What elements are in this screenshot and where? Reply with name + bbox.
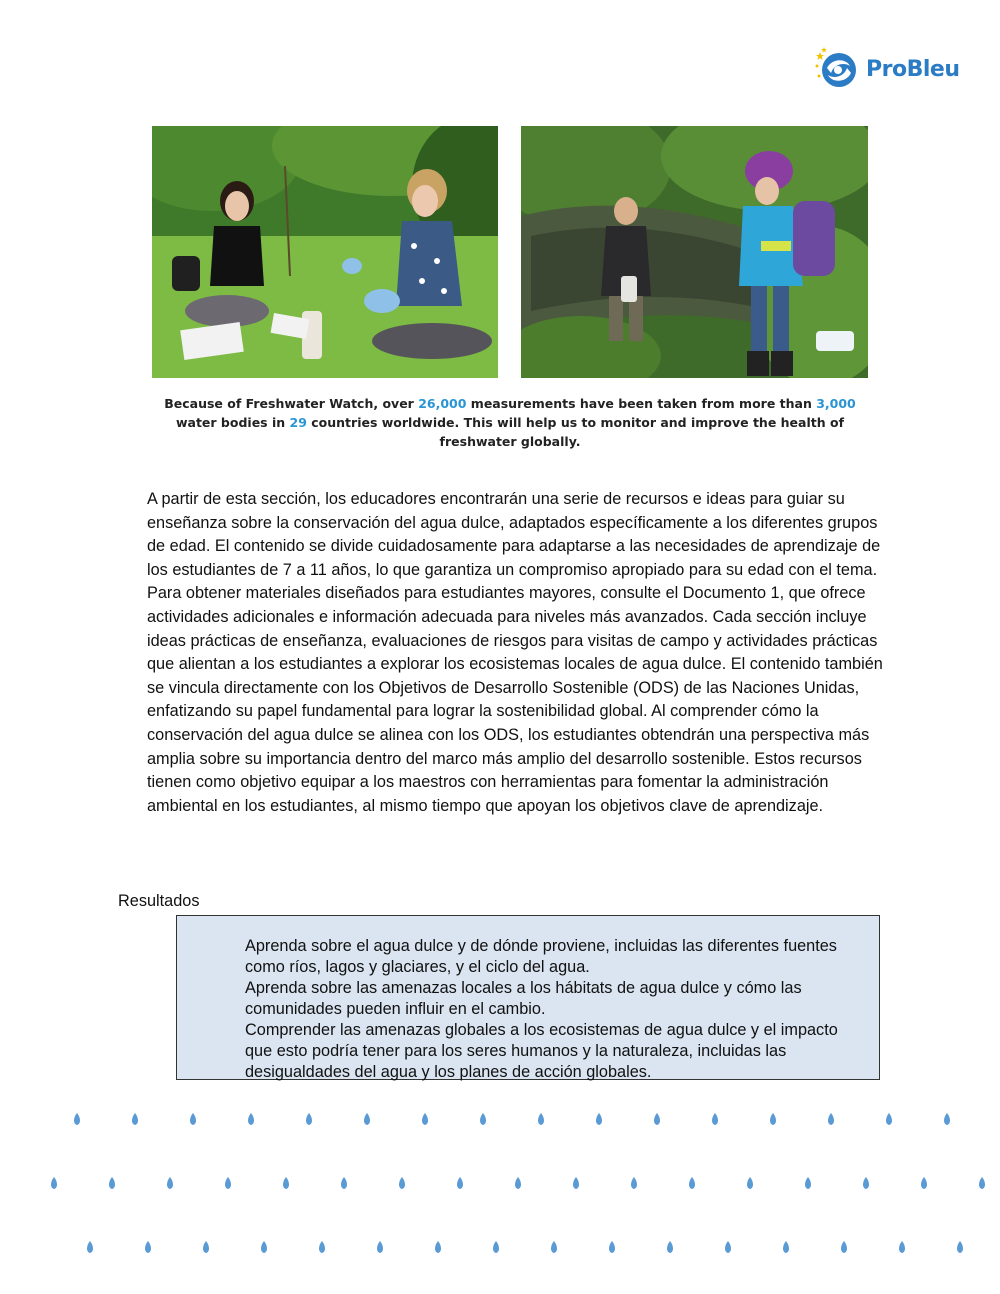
water-drop-icon (225, 1177, 231, 1189)
water-drop-icon (283, 1177, 289, 1189)
water-drop-icon (979, 1177, 985, 1189)
water-drop-icon (364, 1113, 370, 1125)
water-drop-icon (573, 1177, 579, 1189)
water-drop-icon (631, 1177, 637, 1189)
outcomes-list (177, 916, 879, 1083)
water-drop-icon (654, 1113, 660, 1125)
water-drop-icon (319, 1241, 325, 1253)
water-drop-icon (377, 1241, 383, 1253)
water-drop-icon (712, 1113, 718, 1125)
caption-number-measurements: 26,000 (418, 396, 467, 411)
water-drop-icon (770, 1113, 776, 1125)
water-drop-icon (248, 1113, 254, 1125)
water-drop-icon (841, 1241, 847, 1253)
water-drop-icon (886, 1113, 892, 1125)
water-drop-pattern (0, 1100, 1000, 1270)
water-drop-icon (190, 1113, 196, 1125)
outcomes-heading: Resultados (118, 892, 200, 910)
probleu-logo-icon (814, 46, 860, 92)
water-drop-icon (515, 1177, 521, 1189)
water-drop-icon (828, 1113, 834, 1125)
water-drop-icon (457, 1177, 463, 1189)
water-drop-icon (167, 1177, 173, 1189)
caption-number-water-bodies: 3,000 (816, 396, 856, 411)
water-drop-icon (689, 1177, 695, 1189)
water-drop-icon (341, 1177, 347, 1189)
water-drop-icon (805, 1177, 811, 1189)
caption-number-countries: 29 (289, 415, 307, 430)
caption-text-3: water bodies in (175, 415, 290, 430)
photo-outdoor-workshop (152, 126, 498, 378)
photo-outdoor-workshop-icon (152, 126, 498, 378)
water-drop-icon (667, 1241, 673, 1253)
outcome-item: Aprenda sobre las amenazas locales a los hábitats de agua dulce y cómo las comunidades pueden influir en el cambio. (245, 979, 802, 1018)
brand-name: ProBleu (866, 56, 960, 82)
water-drop-icon (944, 1113, 950, 1125)
water-drop-icon (493, 1241, 499, 1253)
photo-stream-sampling (521, 126, 868, 378)
water-drop-icon (551, 1241, 557, 1253)
water-drop-icon (609, 1241, 615, 1253)
caption-text-4: countries worldwide. This will help us to monitor and improve the health of freshwater globally. (306, 415, 845, 449)
water-drop-icon (51, 1177, 57, 1189)
probleu-logo (814, 46, 964, 92)
water-drop-icon (203, 1241, 209, 1253)
water-drop-icon (596, 1113, 602, 1125)
water-drop-icon (422, 1113, 428, 1125)
water-drop-icon (132, 1113, 138, 1125)
water-drop-icon (899, 1241, 905, 1253)
water-drop-icon (306, 1113, 312, 1125)
water-drop-icon (74, 1113, 80, 1125)
water-drop-icon (921, 1177, 927, 1189)
water-drop-icon (957, 1241, 963, 1253)
water-drop-icon (399, 1177, 405, 1189)
outcomes-box (176, 915, 880, 1080)
water-drop-icon (480, 1113, 486, 1125)
intro-paragraph: A partir de esta sección, los educadores encontrarán una serie de recursos e ideas para guiar su enseñanza sobre la conservación del agua dulce, adaptados específicamente a los diferentes grupos de edad. El contenido se divide cuidadosamente para adaptarse a las necesidades de aprendizaje de los estudiantes de 7 a 11 años, lo que garantiza un compromiso apropiado para su edad con el tema. Para obtener materiales diseñados para estudiantes mayores, consulte el Documento 1, que ofrece actividades adicionales e información adecuada para niveles más avanzados. Cada sección incluye ideas prácticas de enseñanza, evaluaciones de riesgos para visitas de campo y actividades prácticas que alientan a los estudiantes a explorar los ecosistemas locales de agua dulce. El contenido también se vincula directamente con los Objetivos de Desarrollo Sostenible (ODS) de las Naciones Unidas, enfatizando su papel fundamental para lograr la sostenibilidad global. Al comprender cómo la conservación del agua dulce se alinea con los ODS, los estudiantes obtendrán una perspectiva más amplia sobre su importancia dentro del marco más amplio del desarrollo sostenible. Estos recursos tienen como objetivo equipar a los maestros con herramientas para fomentar la administración ambiental en los estudiantes, al mismo tiempo que apoyan los objetivos clave de aprendizaje. (147, 490, 883, 815)
water-drop-icon (109, 1177, 115, 1189)
water-drop-icon (863, 1177, 869, 1189)
water-drop-icon (783, 1241, 789, 1253)
water-drop-icon (747, 1177, 753, 1189)
photo-stream-sampling-icon (521, 126, 868, 378)
water-drop-icon (725, 1241, 731, 1253)
water-drop-icon (145, 1241, 151, 1253)
photo-caption (160, 394, 860, 451)
water-drop-icon (87, 1241, 93, 1253)
water-drop-icon (261, 1241, 267, 1253)
caption-text-1: Because of Freshwater Watch, over (164, 396, 419, 411)
water-drop-icon (435, 1241, 441, 1253)
outcome-item: Comprender las amenazas globales a los ecosistemas de agua dulce y el impacto que esto podría tener para los seres humanos y la naturaleza, incluidas las desigualdades del agua y los planes de acción globales. (245, 1021, 838, 1081)
outcome-item: Aprenda sobre el agua dulce y de dónde proviene, incluidas las diferentes fuentes como ríos, lagos y glaciares, y el ciclo del agua. (245, 937, 837, 976)
water-drop-icon (538, 1113, 544, 1125)
caption-text-2: measurements have been taken from more than (466, 396, 817, 411)
